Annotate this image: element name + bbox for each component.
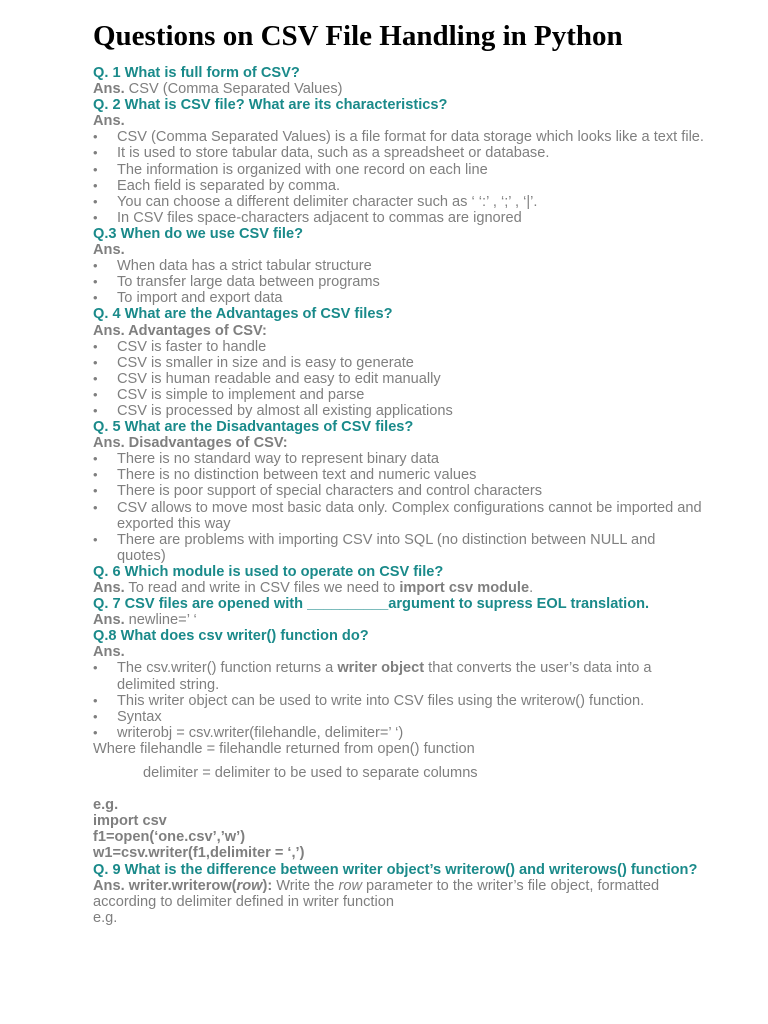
list-item: • It is used to store tabular data, such as a spreadsheet or database.: [93, 145, 708, 161]
list-item: • This writer object can be used to write into CSV files using the writerow() function.: [93, 693, 708, 709]
list-item: • There is no standard way to represent binary data: [93, 451, 708, 467]
answer-list-8: [93, 660, 708, 740]
list-item: • When data has a strict tabular structure: [93, 258, 708, 274]
spacer: [93, 781, 708, 797]
question-6: Q. 6 Which module is used to operate on CSV file?: [93, 563, 444, 580]
answer-italic-label: row: [236, 877, 263, 894]
code-line: f1=open(‘one.csv’,’w’): [93, 829, 246, 846]
answer-label: ):: [262, 877, 273, 894]
list-item: • To transfer large data between programs: [93, 274, 708, 290]
list-item: • CSV allows to move most basic data only. Complex configurations cannot be imported and exported this way: [93, 500, 708, 532]
answer-text: To read and write in CSV files we need to: [124, 580, 400, 596]
question-9: Q. 9 What is the difference between writer object’s writerow() and writerows() function?: [93, 861, 698, 878]
answer-7: [93, 612, 708, 628]
code-line: w1=csv.writer(f1,delimiter = ‘,’): [93, 845, 305, 862]
list-item: • To import and export data: [93, 290, 708, 306]
question-7: Q. 7 CSV files are opened with __________argument to supress EOL translation.: [93, 596, 650, 613]
spacer: [93, 757, 708, 765]
delimiter-text: delimiter = delimiter to be used to separate columns: [143, 765, 478, 782]
answer-9: [93, 878, 708, 910]
answer-list-5: [93, 451, 708, 564]
list-item-text: The csv.writer() function returns a: [117, 660, 338, 677]
list-item: • In CSV files space-characters adjacent to commas are ignored: [93, 210, 708, 226]
answer-label: Ans.: [93, 612, 125, 629]
answer-list-3: [93, 258, 708, 306]
list-item: • CSV is processed by almost all existing applications: [93, 403, 708, 419]
list-item: • CSV (Comma Separated Values) is a file format for data storage which looks like a text file.: [93, 129, 708, 145]
list-item: • writerobj = csv.writer(filehandle, delimiter=’ ‘): [93, 725, 708, 741]
answer-text: Write the: [272, 877, 339, 894]
list-item: [93, 660, 708, 692]
code-line: import csv: [93, 813, 167, 830]
list-item: • CSV is faster to handle: [93, 339, 708, 355]
answer-label: Ans. Advantages of CSV:: [93, 322, 267, 339]
answer-6: [93, 580, 708, 596]
question-5: Q. 5 What are the Disadvantages of CSV files?: [93, 419, 414, 436]
page-title: Questions on CSV File Handling in Python: [93, 20, 623, 52]
list-item: • There is poor support of special characters and control characters: [93, 483, 708, 499]
list-item: • CSV is smaller in size and is easy to generate: [93, 355, 708, 371]
question-4: Q. 4 What are the Advantages of CSV files?: [93, 306, 393, 323]
where-text: Where filehandle = filehandle returned from open() function: [93, 740, 475, 757]
list-item: • Syntax: [93, 709, 708, 725]
list-item: • You can choose a different delimiter character such as ‘ ‘:’ , ‘;’ , ‘|’.: [93, 194, 708, 210]
answer-1: [93, 81, 708, 97]
answer-text: newline=’ ‘: [124, 612, 197, 629]
example-label: e.g.: [93, 797, 119, 814]
list-item: • There is no distinction between text and numeric values: [93, 467, 708, 483]
answer-list-4: [93, 339, 708, 419]
answer-label: Ans.: [93, 644, 125, 661]
question-3: Q.3 When do we use CSV file?: [93, 225, 304, 242]
answer-label: Ans.: [93, 242, 125, 259]
list-item-bold-text: writer object: [337, 660, 425, 677]
answer-label: Ans.: [93, 580, 125, 596]
answer-bold-text: import csv module: [399, 580, 530, 596]
list-item: • CSV is simple to implement and parse: [93, 387, 708, 403]
answer-text: parameter to the writer’s file object, formatted according to delimiter defined in writer function: [93, 877, 660, 910]
answer-list-2: [93, 129, 708, 226]
answer-label: Ans. Disadvantages of CSV:: [93, 435, 288, 452]
answer-label: Ans.: [93, 113, 125, 130]
list-item: • The information is organized with one record on each line: [93, 162, 708, 178]
answer-text: CSV (Comma Separated Values): [124, 81, 343, 98]
answer-label: Ans. writer.writerow(: [93, 877, 237, 894]
answer-italic-text: row: [338, 877, 362, 894]
question-8: Q.8 What does csv writer() function do?: [93, 628, 369, 645]
list-item: • Each field is separated by comma.: [93, 178, 708, 194]
answer-label: Ans.: [93, 81, 125, 98]
list-item: • CSV is human readable and easy to edit manually: [93, 371, 708, 387]
example-label: e.g.: [93, 909, 118, 926]
question-1: Q. 1 What is full form of CSV?: [93, 65, 300, 81]
list-item-text: that converts the user’s data into a delimited string.: [117, 660, 652, 693]
answer-text: .: [529, 580, 534, 596]
question-2: Q. 2 What is CSV file? What are its characteristics?: [93, 97, 448, 114]
list-item: • There are problems with importing CSV into SQL (no distinction between NULL and quotes): [93, 532, 708, 564]
